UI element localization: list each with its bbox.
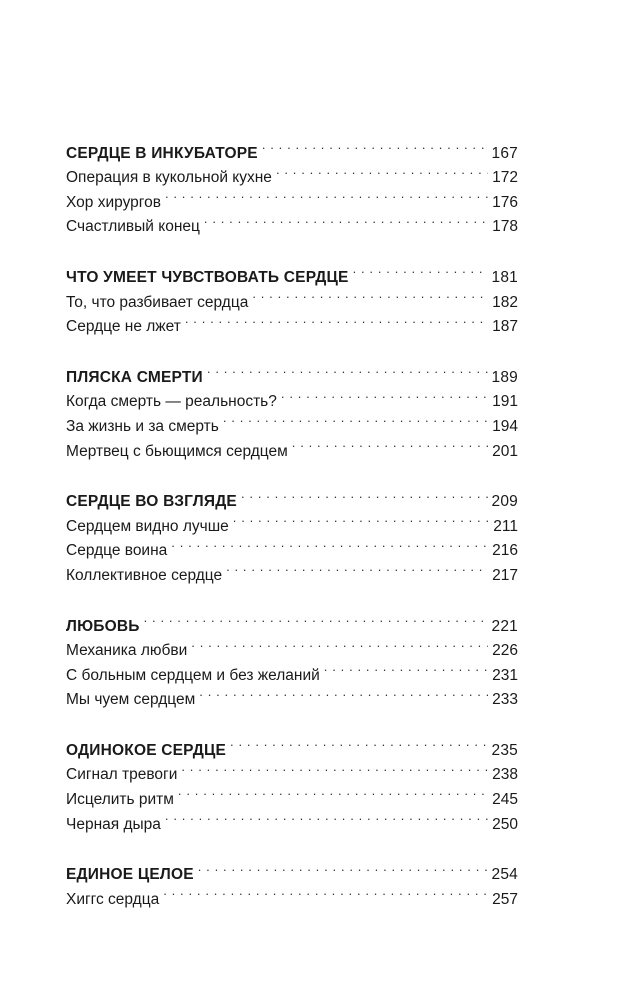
- chapter-title: ЛЮБОВЬ: [66, 617, 140, 635]
- chapter-title: ЧТО УМЕЕТ ЧУВСТВОВАТЬ СЕРДЦЕ: [66, 268, 349, 286]
- entry-title: Когда смерть — реальность?: [66, 393, 277, 411]
- dot-leader: [165, 182, 488, 207]
- toc-section: [66, 257, 518, 336]
- page-number: 194: [492, 417, 518, 435]
- chapter-title: ЕДИНОЕ ЦЕЛОЕ: [66, 866, 194, 884]
- entry-title: Мы чуем сердцем: [66, 691, 196, 709]
- dot-leader: [226, 555, 488, 580]
- page-number: 172: [492, 169, 518, 187]
- dot-leader: [324, 655, 488, 680]
- dot-leader: [233, 506, 490, 531]
- chapter-title: ПЛЯСКА СМЕРТИ: [66, 368, 203, 386]
- toc-chapter-entry: [66, 730, 518, 759]
- entry-title: Счастливый конец: [66, 218, 200, 236]
- page-number: 187: [492, 318, 518, 336]
- dot-leader: [163, 879, 488, 904]
- chapter-title: СЕРДЦЕ В ИНКУБАТОРЕ: [66, 144, 258, 162]
- page-number: 189: [491, 368, 518, 386]
- dot-leader: [230, 730, 487, 755]
- dot-leader: [181, 755, 488, 780]
- dot-leader: [191, 631, 488, 656]
- toc-section: [66, 357, 518, 460]
- page-number: 176: [492, 193, 518, 211]
- chapter-title: ОДИНОКОЕ СЕРДЦЕ: [66, 741, 227, 759]
- dot-leader: [171, 531, 488, 556]
- entry-title: Сердце не лжет: [66, 318, 181, 336]
- toc-section: [66, 482, 518, 584]
- page-number: 254: [491, 866, 518, 884]
- page-number: 226: [492, 642, 518, 660]
- entry-title: Сердце воина: [66, 542, 168, 560]
- entry-title: Сердцем видно лучше: [66, 517, 229, 535]
- toc-chapter-entry: [66, 482, 518, 511]
- page-number: 231: [492, 666, 518, 684]
- page-number: 191: [492, 393, 518, 411]
- page-number: 250: [492, 815, 518, 833]
- page-number: 221: [491, 617, 518, 635]
- dot-leader: [252, 282, 488, 307]
- page-number: 217: [492, 566, 518, 584]
- toc-chapter-entry: [66, 357, 518, 386]
- page-number: 178: [492, 218, 518, 236]
- page-number: 181: [491, 268, 518, 286]
- dot-leader: [165, 804, 488, 829]
- dot-leader: [198, 855, 488, 880]
- dot-leader: [292, 431, 488, 456]
- dot-leader: [178, 779, 488, 804]
- entry-title: Хор хирургов: [66, 193, 161, 211]
- dot-leader: [185, 307, 488, 332]
- dot-leader: [241, 482, 488, 507]
- entry-title: Хиггс сердца: [66, 890, 160, 908]
- toc-chapter-entry: [66, 257, 518, 286]
- toc-chapter-entry: [66, 855, 518, 884]
- toc-chapter-entry: [66, 133, 518, 162]
- toc-section: [66, 730, 518, 833]
- dot-leader: [204, 207, 488, 232]
- page-number: 257: [492, 890, 518, 908]
- dot-leader: [281, 382, 488, 407]
- toc-chapter-entry: [66, 606, 518, 635]
- entry-title: Исцелить ритм: [66, 791, 174, 809]
- dot-leader: [262, 133, 488, 158]
- page-number: 216: [492, 542, 518, 560]
- entry-title: То, что разбивает сердца: [66, 293, 249, 311]
- dot-leader: [223, 406, 488, 431]
- toc-section: [66, 855, 518, 908]
- page-number: 211: [493, 517, 518, 535]
- page-number: 201: [492, 442, 518, 460]
- page-number: 182: [492, 293, 518, 311]
- dot-leader: [353, 257, 488, 282]
- toc-section: [66, 606, 518, 709]
- page-number: 233: [492, 691, 518, 709]
- page-number: 167: [491, 144, 518, 162]
- chapter-title: СЕРДЦЕ ВО ВЗГЛЯДЕ: [66, 493, 237, 511]
- entry-title: Коллективное сердце: [66, 566, 223, 584]
- dot-leader: [144, 606, 488, 631]
- page-number: 235: [491, 741, 518, 759]
- entry-title: Операция в кукольной кухне: [66, 169, 272, 187]
- entry-title: Мертвец с бьющимся сердцем: [66, 442, 288, 460]
- dot-leader: [207, 357, 488, 382]
- toc-section: [66, 133, 518, 236]
- entry-title: Черная дыра: [66, 815, 161, 833]
- page-number: 238: [492, 766, 518, 784]
- dot-leader: [276, 158, 488, 183]
- dot-leader: [199, 680, 488, 705]
- entry-title: Механика любви: [66, 642, 188, 660]
- page-number: 209: [491, 493, 518, 511]
- entry-title: С больным сердцем и без желаний: [66, 666, 320, 684]
- page-number: 245: [492, 791, 518, 809]
- entry-title: Сигнал тревоги: [66, 766, 178, 784]
- table-of-contents: [66, 133, 518, 908]
- entry-title: За жизнь и за смерть: [66, 417, 219, 435]
